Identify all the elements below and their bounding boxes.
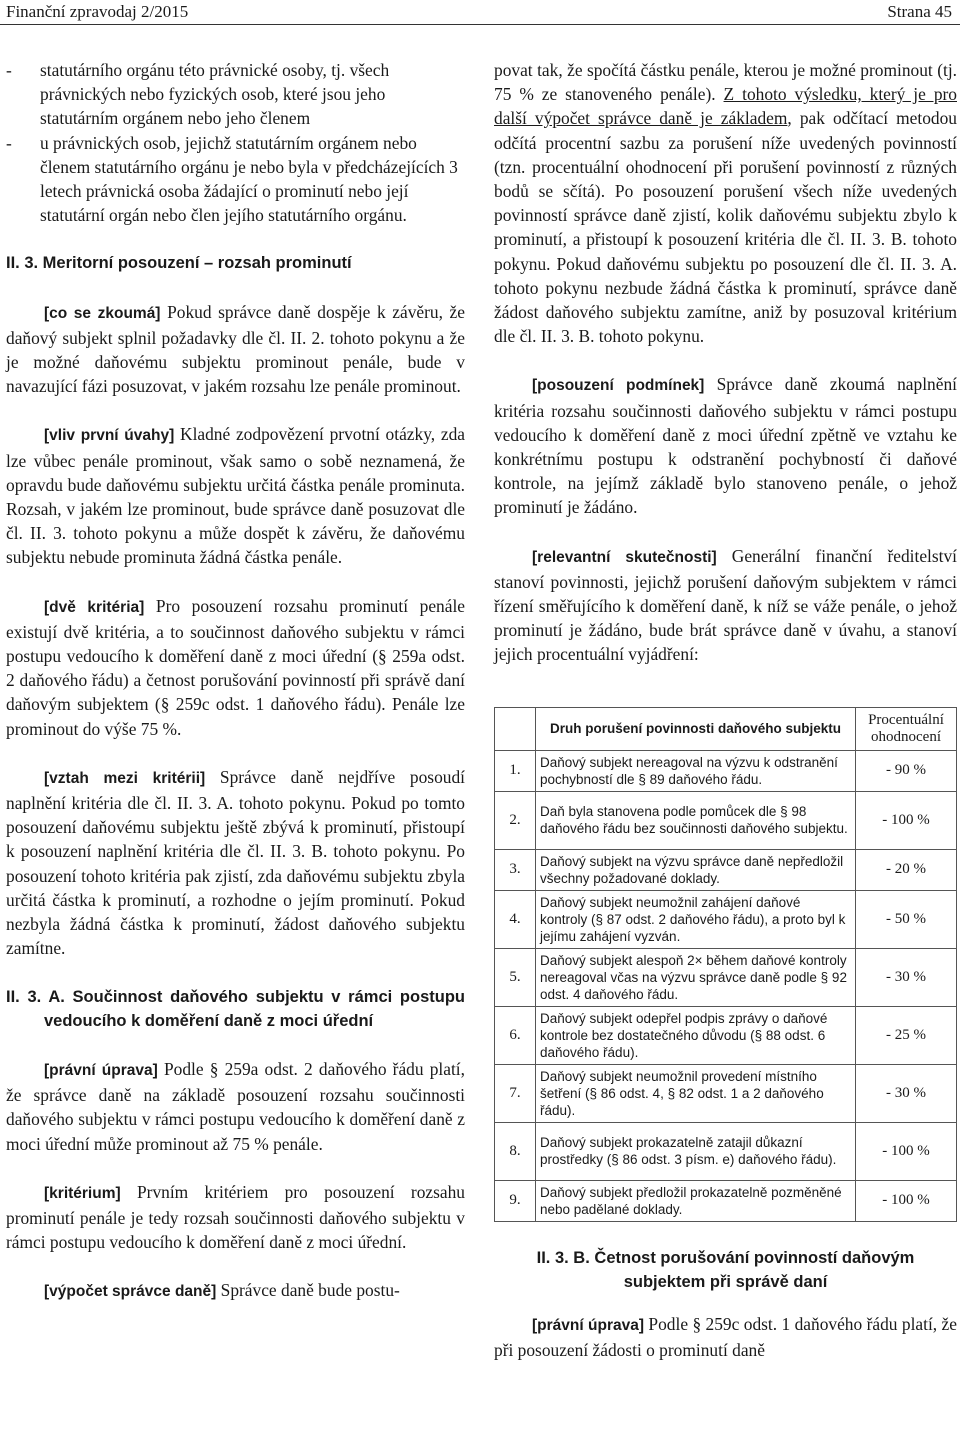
section-title: Četnost porušování povinností daňovým subjektem při správě daní <box>594 1248 915 1291</box>
row-percentage: - 20 % <box>856 849 957 890</box>
paragraph-tag: [vztah mezi kritérii] <box>44 769 206 787</box>
row-percentage: - 50 % <box>856 890 957 948</box>
paragraph-tag: [dvě kritéria] <box>44 598 145 616</box>
paragraph <box>6 1180 465 1255</box>
header-number <box>495 707 536 750</box>
row-percentage: - 100 % <box>856 1122 957 1180</box>
table-row <box>495 1180 957 1221</box>
row-description: Daňový subjekt předložil prokazatelně pozměněné nebo padělané doklady. <box>536 1180 856 1221</box>
row-number: 8. <box>495 1122 536 1180</box>
header-description: Druh porušení povinnosti daňového subjektu <box>536 707 856 750</box>
section-heading-meritorni: II. 3. Meritorní posouzení – rozsah prominutí <box>6 254 352 273</box>
row-percentage: - 100 % <box>856 1180 957 1221</box>
paragraph-tag: [vliv první úvahy] <box>44 427 175 445</box>
row-percentage: - 90 % <box>856 750 957 791</box>
paragraph <box>6 594 465 741</box>
right-column <box>494 58 957 1362</box>
list-item <box>6 131 465 228</box>
paragraph-text: Správce daně zkoumá naplnění kritéria rozsahu součinnosti daňového subjektu v rámci postupu vedoucího k doměření daně z moci úřední zpětně ve vztahu ke konkrétnímu postupu k odstranění pochybností či daňové kontrole, na jejímž základě bylo stanoveno penále, o jehož prominutí je žádáno. <box>494 374 957 518</box>
paragraph-text: Správce daně nejdříve posoudí naplnění kritéria dle čl. II. 3. A. tohoto pokynu. Pokud po tomto posouzení daňovému subjektu ještě zbývá k prominutí, přistoupí k posouzení naplnění kritéria dle čl. II. 3. B. tohoto pokynu. Po posouzení tohoto kritéria pak zjistí, zda daňovému subjektu zbyla určitá částka k prominutí, a rozhodne o jejím prominutí. Pokud nezbyla žádná částka k prominutí, žádost daňového subjektu zamítne. <box>6 766 465 959</box>
row-description: Daňový subjekt neumožnil zahájení daňové kontroly (§ 87 odst. 2 daňového řádu), a proto byl k jejímu zahájení vyzván. <box>536 890 856 948</box>
paragraph <box>494 1312 957 1362</box>
paragraph <box>494 544 957 667</box>
paragraph <box>6 765 465 961</box>
row-number: 1. <box>495 750 536 791</box>
row-percentage: - 25 % <box>856 1006 957 1064</box>
row-number: 7. <box>495 1064 536 1122</box>
row-number: 6. <box>495 1006 536 1064</box>
paragraph-tag: [právní úprava] <box>44 1061 158 1079</box>
paragraph <box>494 58 957 348</box>
section-title: Součinnost daňového subjektu v rámci postupu vedoucího k doměření daně z moci úřední <box>44 987 465 1030</box>
table-row <box>495 1122 957 1180</box>
paragraph-tag: [právní úprava] <box>532 1317 645 1335</box>
paragraph-text: , pak odčítací metodou odčítá procentní sazbu za porušení níže uvedených povinností (tzn. procentuální ohodnocení při porušení povinností z různých bodů se sčítá). Po posouzení porušení všech níže uvedených povinností správce daně zjistí, kolik daňovému subjektu zbylo k prominutí, a přistoupí k posouzení kritéria dle čl. II. 3. B. tohoto pokynu. Pokud daňovému subjektu po posouzení dle čl. II. 3. A. tohoto pokynu nezbude žádná částka k prominutí, správce daně žádost daňového subjektu zamítne, aniž by posuzoval kritérium dle čl. II. 3. B. tohoto pokynu. <box>494 108 957 347</box>
table-row <box>495 750 957 791</box>
journal-title: Finanční zpravodaj 2/2015 <box>6 2 189 21</box>
row-number: 2. <box>495 791 536 849</box>
paragraph-text: Prvním kritériem pro posouzení rozsahu prominutí penále je tedy rozsah součinnosti daňového subjektu v rámci postupu vedoucího k doměření daně z moci úřední. <box>6 1181 465 1253</box>
list-dash: - <box>6 132 12 153</box>
row-description: Daňový subjekt alespoň 2× během daňové kontroly nereagoval včas na výzvu správce daně podle § 92 odst. 4 daňového řádu. <box>536 948 856 1006</box>
list-item-text: u právnických osob, jejichž statutárním orgánem nebo členem statutárního orgánu je nebo byla v předcházejících 3 letech právnická osoba žádající o prominutí nebo její statutární orgán nebo člen jejího statutárního orgánu. <box>40 132 458 226</box>
list-item-text: statutárního orgánu této právnické osoby, tj. všech právnických nebo fyzických osob, které jsou jeho statutárním orgánem nebo jeho členem <box>40 60 390 129</box>
row-description: Daňový subjekt na výzvu správce daně nepředložil všechny požadované doklady. <box>536 849 856 890</box>
page-header <box>0 0 960 25</box>
row-percentage: - 30 % <box>856 948 957 1006</box>
paragraph-text: Kladné zodpovězení prvotní otázky, zda lze vůbec penále prominout, však samo o sobě neznamená, že opravdu bude daňovému subjektu určitá částka penále prominuta. Rozsah, v jakém lze prominout, bude správce daně posuzovat dle čl. II. 3. tohoto pokynu a může dospět k závěru, že daňovému subjektu nebude prominuta žádná částka penále. <box>6 424 465 568</box>
paragraph-text: povat tak, že spočítá částku penále, kterou je možné prominout (tj. 75 % ze stanoveného penále). <box>494 60 957 105</box>
section-heading-A <box>6 985 465 1033</box>
paragraph-tag: [posouzení podmínek] <box>532 377 705 395</box>
table-header-row <box>495 707 957 750</box>
paragraph-tag: [co se zkoumá] <box>44 304 161 322</box>
list-dash: - <box>6 60 12 80</box>
row-number: 5. <box>495 948 536 1006</box>
row-description: Daňový subjekt neumožnil provedení místního šetření (§ 86 odst. 4, § 82 odst. 1 a 2 daňového řádu). <box>536 1064 856 1122</box>
page-number: Strana 45 <box>887 2 952 21</box>
section-heading-B <box>494 1246 957 1294</box>
paragraph <box>6 300 465 399</box>
left-column <box>6 58 465 1305</box>
row-number: 3. <box>495 849 536 890</box>
table-row <box>495 1064 957 1122</box>
list-item <box>6 58 465 131</box>
paragraph <box>6 1057 465 1156</box>
penalty-table <box>494 707 957 1222</box>
row-description: Daňový subjekt odepřel podpis zprávy o daňové kontrole bez dostatečného důvodu (§ 88 odst. 6 daňového řádu). <box>536 1006 856 1064</box>
row-number: 9. <box>495 1180 536 1221</box>
header-percentage: Procentuální ohodnocení <box>856 707 957 750</box>
row-description: Daň byla stanovena podle pomůcek dle § 98 daňového řádu bez součinnosti daňového subjektu. <box>536 791 856 849</box>
paragraph <box>6 422 465 569</box>
paragraph <box>494 372 957 519</box>
paragraph-text: Pokud správce daně dospěje k závěru, že daňový subjekt splnil požadavky dle čl. II. 2. tohoto pokynu a že je možné daňovému subjektu prominout penále, bude v navazující fázi posuzovat, v jakém rozsahu lze penále prominout. <box>6 301 465 397</box>
paragraph-tag: [relevantní skutečnosti] <box>532 548 717 566</box>
paragraph-text: Podle § 259c odst. 1 daňového řádu platí, že při posouzení žádosti o prominutí daně <box>494 1314 957 1361</box>
section-number: II. 3. A. <box>6 987 65 1006</box>
paragraph-text: Podle § 259a odst. 2 daňového řádu platí, že správce daně na základě posouzení rozsahu součinnosti daňového subjektu v rámci postupu vedoucího k doměření daně z moci úřední může prominout až 75 % penále. <box>6 1058 465 1154</box>
row-number: 4. <box>495 890 536 948</box>
paragraph-text: Pro posouzení rozsahu prominutí penále existují dvě kritéria, a to součinnost daňového subjektu v rámci postupu vedoucího k doměření daně z moci úřední (§ 259a odst. 2 daňového řádu) a četnost porušování povinností při správě daní daňovým subjektem (§ 259c odst. 1 daňového řádu). Penále lze prominout do výše 75 %. <box>6 595 465 739</box>
table-row <box>495 849 957 890</box>
paragraph-tag: [výpočet správce daně] <box>44 1283 217 1301</box>
table-row <box>495 1006 957 1064</box>
table-row <box>495 791 957 849</box>
row-percentage: - 100 % <box>856 791 957 849</box>
row-percentage: - 30 % <box>856 1064 957 1122</box>
paragraph-text: Generální finanční ředitelství stanoví povinnosti, jejichž porušení daňovým subjektem v rámci řízení směřujícího k doměření daně, k níž se váže penále, o jehož prominutí je žádáno, bude brát správce daně v úvahu, a stanoví jejich procentuální vyjádření: <box>494 545 957 665</box>
paragraph <box>6 1278 465 1304</box>
paragraph-tag: [kritérium] <box>44 1184 121 1202</box>
row-description: Daňový subjekt prokazatelně zatajil důkazní prostředky (§ 86 odst. 3 písm. e) daňového řádu). <box>536 1122 856 1180</box>
row-description: Daňový subjekt nereagoval na výzvu k odstranění pochybností dle § 89 daňového řádu. <box>536 750 856 791</box>
table-row <box>495 948 957 1006</box>
paragraph-text: Správce daně bude postu- <box>216 1280 400 1301</box>
table-row <box>495 890 957 948</box>
underlined-text: Z tohoto výsledku, který je pro další výpočet správce daně je základem <box>494 84 957 129</box>
section-number: II. 3. B. <box>536 1248 590 1267</box>
